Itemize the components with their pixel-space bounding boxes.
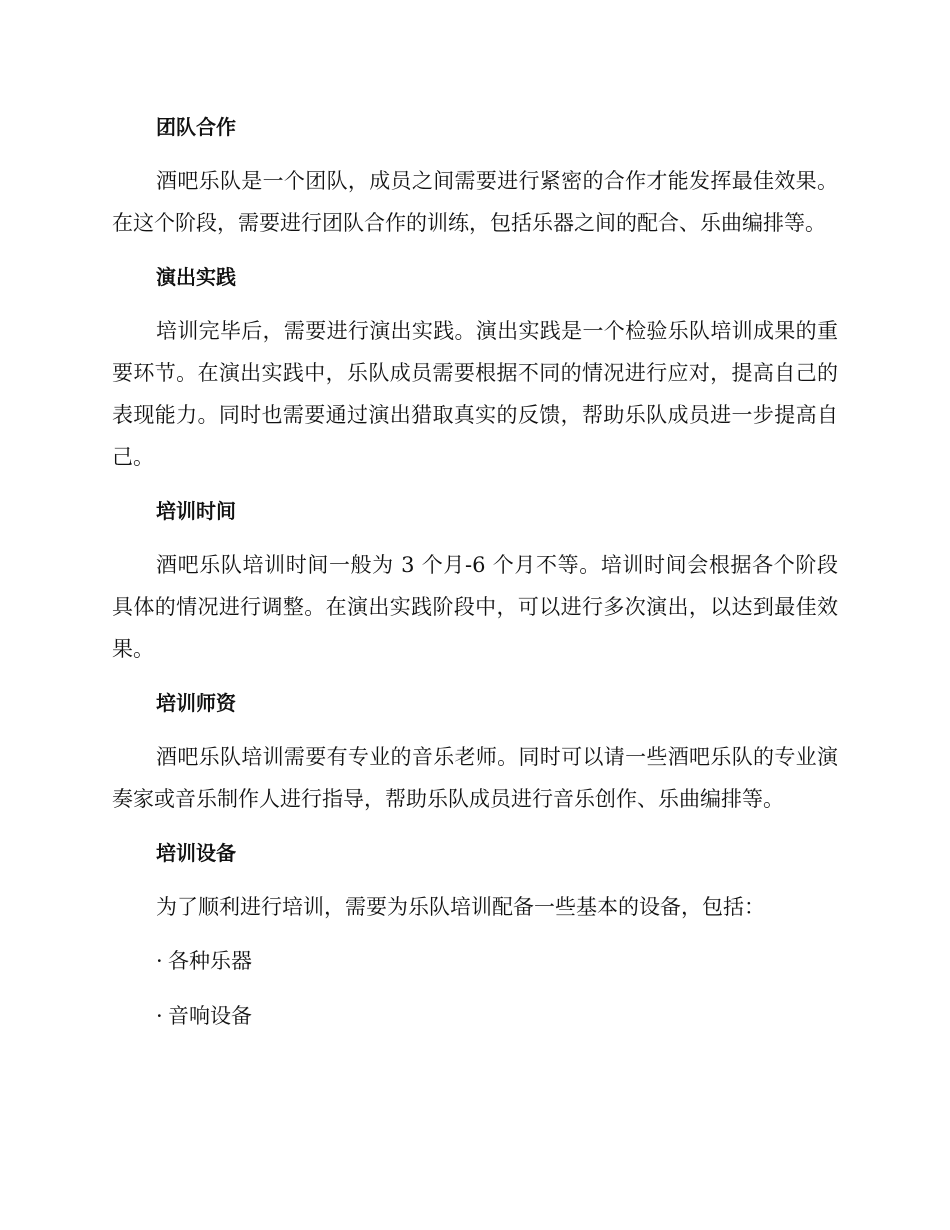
section-paragraph: 酒吧乐队是一个团队，成员之间需要进行紧密的合作才能发挥最佳效果。在这个阶段，需要进行团队合作的训练，包括乐器之间的配合、乐曲编排等。 [112, 169, 838, 235]
section-heading: 演出实践 [156, 265, 236, 289]
section-paragraph: 酒吧乐队培训需要有专业的音乐老师。同时可以请一些酒吧乐队的专业演奏家或音乐制作人进行指导，帮助乐队成员进行音乐创作、乐曲编排等。 [112, 745, 838, 811]
section-heading: 培训师资 [156, 691, 236, 715]
bullet-marker: · [156, 949, 163, 973]
bullet-marker: · [156, 1004, 163, 1028]
list-item-text: 各种乐器 [168, 949, 252, 973]
section-paragraph: 为了顺利进行培训，需要为乐队培训配备一些基本的设备，包括： [156, 895, 765, 919]
list-item-text: 音响设备 [168, 1004, 252, 1028]
section-paragraph: 培训完毕后，需要进行演出实践。演出实践是一个检验乐队培训成果的重要环节。在演出实践中，乐队成员需要根据不同的情况进行应对，提高自己的表现能力。同时也需要通过演出猎取真实的反馈，帮助乐队成员进一步提高自己。 [112, 319, 838, 469]
section-heading: 培训时间 [156, 499, 236, 523]
list-item [112, 995, 838, 1037]
section-heading: 培训设备 [156, 841, 236, 865]
section-paragraph: 酒吧乐队培训时间一般为 3 个月-6 个月不等。培训时间会根据各个阶段具体的情况进行调整。在演出实践阶段中，可以进行多次演出，以达到最佳效果。 [112, 553, 838, 661]
list-item [112, 940, 838, 982]
document-body [112, 106, 838, 1050]
section-heading: 团队合作 [156, 115, 236, 139]
